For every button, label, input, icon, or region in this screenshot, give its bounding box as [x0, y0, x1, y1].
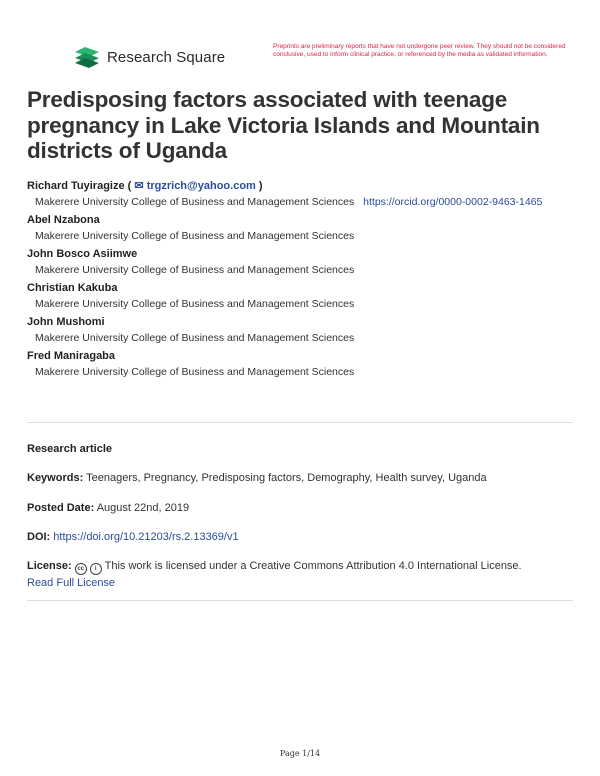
author-name: John Mushomi [27, 316, 105, 328]
section-divider [27, 422, 573, 423]
paper-title: Predisposing factors associated with teenage pregnancy in Lake Victoria Islands and Mountain districts of Uganda [27, 87, 540, 163]
author-name: John Bosco Asiimwe [27, 248, 138, 260]
author-affiliation: Makerere University College of Business and Management Sciences https://orcid.org/0000-0002-9463-1465 [35, 196, 543, 208]
doi [27, 529, 573, 545]
author-affiliation: Makerere University College of Business and Management Sciences [35, 366, 355, 378]
author-name: Christian Kakuba [27, 282, 118, 294]
author-name: Richard Tuyiragize ( ✉ trgzrich@yahoo.com ) [27, 180, 263, 192]
author-entry [27, 178, 587, 210]
posted-date [27, 500, 573, 516]
article-type: Research article [27, 443, 112, 455]
keywords [27, 470, 573, 486]
page-number: Page 1/14 [279, 749, 321, 758]
author-affiliation: Makerere University College of Business and Management Sciences [35, 332, 355, 344]
research-square-logo[interactable] [73, 46, 225, 68]
license-label: License: [27, 560, 72, 572]
attribution-icon: i [90, 563, 102, 575]
author-affiliation: Makerere University College of Business and Management Sciences [35, 298, 355, 310]
creative-commons-icon: cc [75, 563, 87, 575]
author-list [27, 178, 587, 382]
author-entry [27, 348, 587, 380]
preprint-notice: Preprints are preliminary reports that have not undergone peer review. They should not be considered conclusive, used to inform clinical practice, or referenced by the media as validated information. [273, 43, 566, 58]
posted-date-label: Posted Date: [27, 502, 95, 514]
license-text: This work is licensed under a Creative Commons Attribution 4.0 International License. [104, 560, 522, 572]
author-entry [27, 212, 587, 244]
page-header [73, 43, 573, 76]
section-divider [27, 600, 573, 601]
email-icon: ✉ [134, 180, 144, 192]
read-full-license-link[interactable]: Read Full License [27, 577, 116, 589]
keywords-label: Keywords: [27, 472, 84, 484]
research-square-logo-icon [73, 46, 101, 68]
author-entry [27, 246, 587, 278]
posted-date-value: August 22nd, 2019 [96, 502, 190, 514]
license [27, 558, 573, 591]
doi-link[interactable]: https://doi.org/10.21203/rs.2.13369/v1 [53, 531, 239, 543]
author-entry [27, 280, 587, 312]
orcid-link[interactable]: https://orcid.org/0000-0002-9463-1465 [363, 196, 543, 208]
logo-text: Research Square [107, 48, 226, 66]
author-affiliation: Makerere University College of Business and Management Sciences [35, 230, 355, 242]
author-name: Fred Maniragaba [27, 350, 116, 362]
author-entry [27, 314, 587, 346]
keywords-value: Teenagers, Pregnancy, Predisposing factors, Demography, Health survey, Uganda [86, 472, 487, 484]
author-affiliation: Makerere University College of Business and Management Sciences [35, 264, 355, 276]
author-email-link[interactable]: trgzrich@yahoo.com [146, 180, 256, 192]
doi-label: DOI: [27, 531, 51, 543]
author-name: Abel Nzabona [27, 214, 100, 226]
